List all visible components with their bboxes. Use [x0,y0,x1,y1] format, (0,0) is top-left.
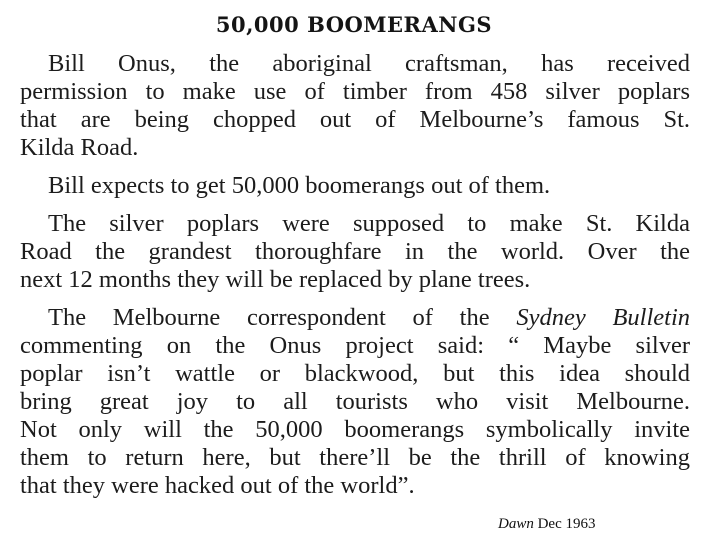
paragraph-1-line-2: permission to make use of timber from 458 silver poplars [20,78,690,105]
paragraph-4-line-1-text: The Melbourne correspondent of the [48,304,490,331]
paragraph-4-line-7: that they were hacked out of the world”. [20,472,415,499]
article-body [20,50,690,500]
paragraph-4-line-4: bring great joy to all tourists who visit Melbourne. [20,388,690,415]
paragraph-4-line-2: commenting on the Onus project said: “ Maybe silver [20,332,690,359]
source-date: Dec 1963 [537,516,596,532]
paragraph-2-line-1: Bill expects to get 50,000 boomerangs out of them. [48,172,551,199]
paragraph-3-line-2: Road the grandest thoroughfare in the world. Over the [20,238,690,265]
paragraph-1-line-3: that are being chopped out of Melbourne’s famous St. [20,106,690,133]
publication-name: Sydney Bulletin [516,304,691,331]
paragraph-3 [20,210,690,294]
paragraph-4-line-6: them to return here, but there’ll be the thrill of knowing [20,444,690,471]
paragraph-4-line-5: Not only will the 50,000 boomerangs symbolically invite [20,416,690,443]
paragraph-2 [20,172,690,200]
source-citation [498,516,596,533]
paragraph-4-line-3: poplar isn’t wattle or blackwood, but this idea should [20,360,690,387]
paragraph-4 [20,304,690,500]
paragraph-1-line-1: Bill Onus, the aboriginal craftsman, has received [48,50,690,77]
paragraph-3-line-3: next 12 months they will be replaced by plane trees. [20,266,531,293]
source-publication: Dawn [498,516,534,532]
paragraph-1 [20,50,690,162]
paragraph-3-line-1: The silver poplars were supposed to make St. Kilda [48,210,690,237]
paragraph-4-line-1 [20,304,690,332]
headline: 50,000 BOOMERANGS [215,12,493,37]
paragraph-1-line-4: Kilda Road. [20,134,139,161]
